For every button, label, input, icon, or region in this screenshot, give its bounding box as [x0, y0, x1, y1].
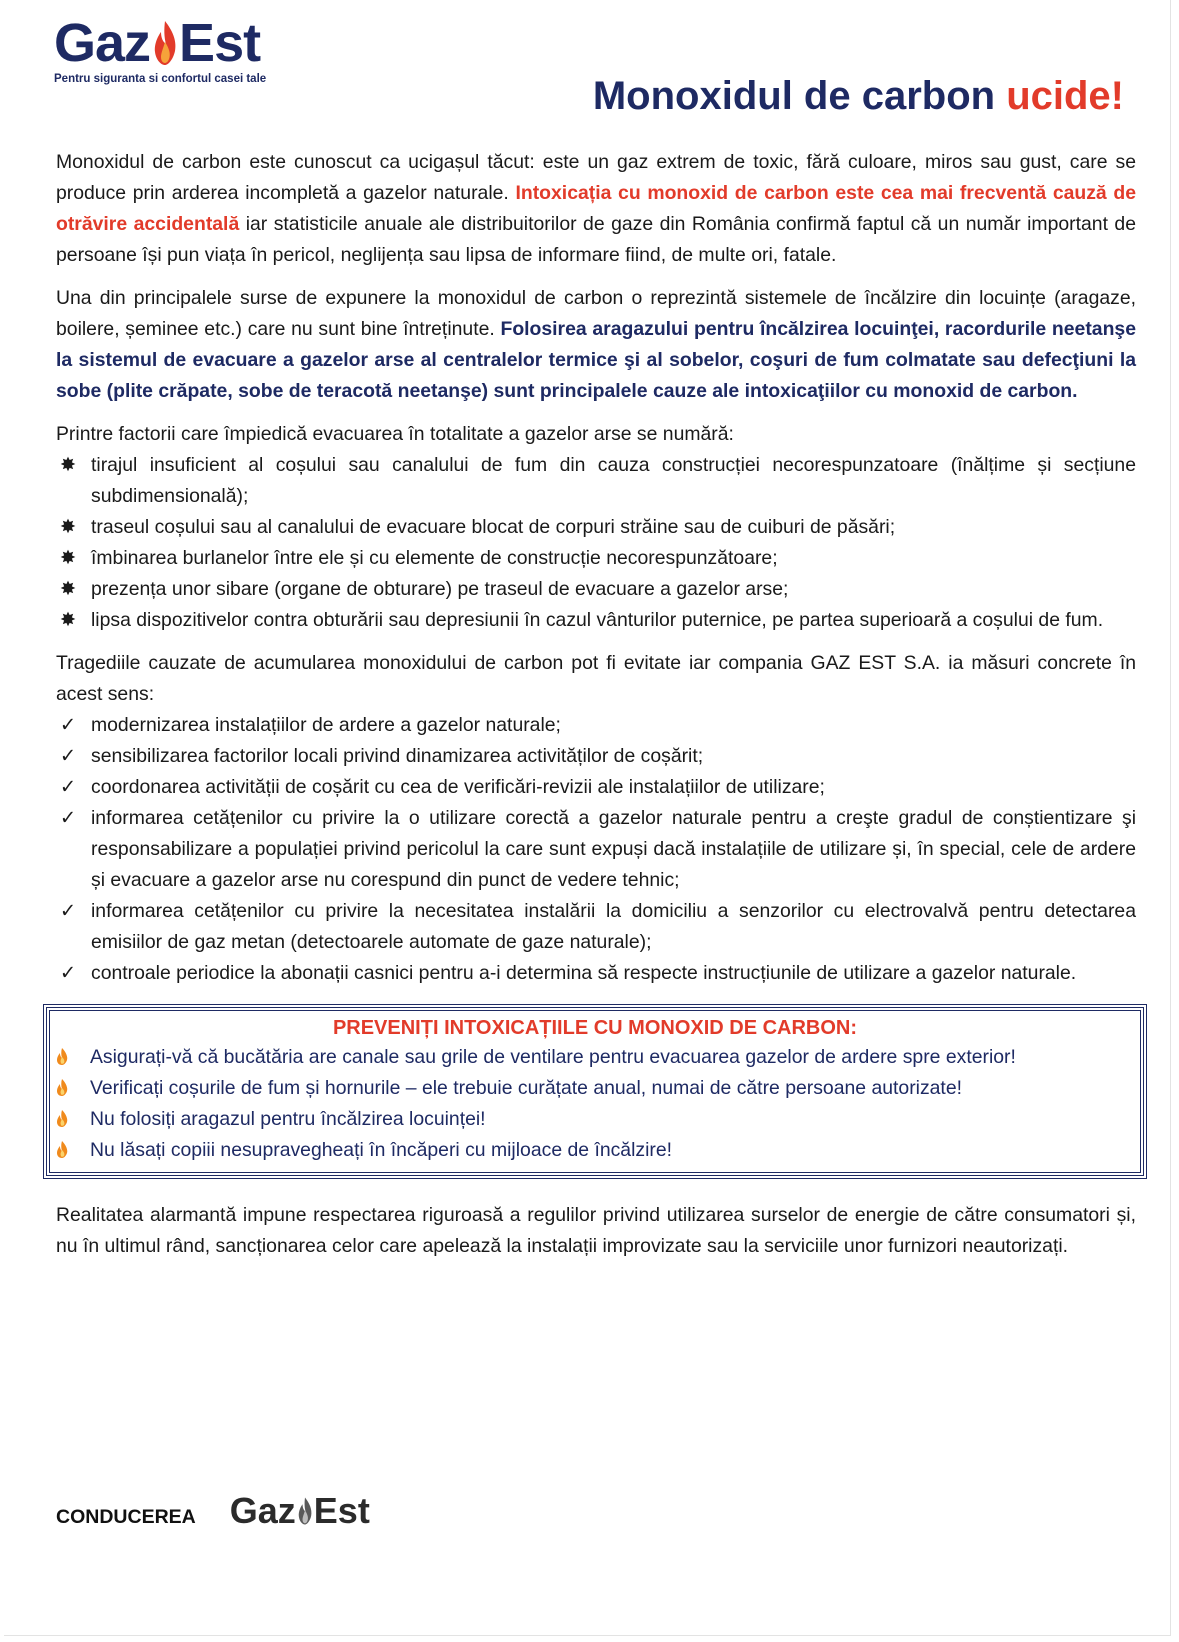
factors-intro: Printre factorii care împiedică evacuarea în totalitate a gazelor arse se numără:	[56, 423, 734, 445]
flyer-page	[4, 0, 1171, 1636]
sources-text: Una din principalele surse de expunere la monoxidul de carbon o reprezintă sistemele de încălzire din locuințe (aragaze, boilere, șeminee etc.) care nu sunt bine întreținute.	[56, 287, 1136, 340]
prevention-list	[90, 1042, 1130, 1166]
list-item-text: prezența unor sibare (organe de obturare) pe traseul de evacuare a gazelor arse;	[91, 578, 789, 600]
list-item	[56, 543, 1136, 574]
list-item	[56, 605, 1136, 636]
asterisk-icon: ✸	[59, 516, 77, 538]
list-item	[90, 1104, 1130, 1135]
title-accent: ucide!	[1006, 74, 1124, 118]
list-item	[90, 1073, 1130, 1104]
list-item-text: Verificați coșurile de fum și hornurile – ele trebuie curățate anual, numai de către persoane autorizate!	[90, 1077, 962, 1099]
footer-logo	[229, 1489, 370, 1531]
logo-text-est: Est	[179, 13, 261, 73]
checkmark-icon: ✓	[59, 807, 77, 829]
asterisk-icon: ✸	[59, 578, 77, 600]
intro-highlight: Intoxicația cu monoxid de carbon este cea mai frecventă cauză de otrăvire accidentală	[56, 182, 1136, 235]
list-item	[56, 958, 1136, 989]
list-item	[56, 710, 1136, 741]
list-item-text: sensibilizarea factorilor locali privind dinamizarea activităților de coșărit;	[91, 745, 704, 767]
prevention-title: PREVENIȚI INTOXICAȚIILE CU MONOXID DE CARBON:	[332, 1017, 858, 1039]
closing-paragraph: Realitatea alarmantă impune respectarea riguroasă a regulilor privind utilizarea surselor de energie de către consumatori și, nu în ultimul rând, sancționarea celor care apelează la instalații improvizate sau la serviciile unor furnizori neautorizați.	[56, 1204, 1136, 1257]
sources-highlight: Folosirea aragazului pentru încălzirea locuinţei, racordurile neetanşe la sistemul de evacuare a gazelor arse al centralelor termice şi al sobelor, coşuri de fum colmatate sau defecţiuni la sobe (plite crăpate, sobe de teracotă neetanşe) sunt principalele cauze ale intoxicaţiilor cu monoxid de carbon.	[56, 318, 1136, 402]
list-item	[56, 772, 1136, 803]
list-item-text: coordonarea activității de coșărit cu cea de verificări-revizii ale instalațiilor de utilizare;	[91, 776, 825, 798]
list-item-text: Nu lăsați copiii nesupravegheați în încăperi cu mijloace de încălzire!	[90, 1139, 673, 1161]
logo-text-gaz: Gaz	[54, 13, 151, 73]
measures-list	[56, 710, 1136, 989]
logo-text-gaz: Gaz	[229, 1489, 296, 1531]
list-item	[90, 1135, 1130, 1166]
checkmark-icon: ✓	[59, 776, 77, 798]
signature-label: CONDUCEREA	[56, 1506, 196, 1528]
list-item	[90, 1042, 1130, 1073]
list-item-text: traseul coșului sau al canalului de evacuare blocat de corpuri străine sau de cuiburi de păsări;	[91, 516, 896, 538]
asterisk-icon: ✸	[59, 547, 77, 569]
flame-icon	[152, 20, 178, 66]
flame-bullet-icon	[56, 1110, 68, 1127]
list-item	[56, 512, 1136, 543]
asterisk-icon: ✸	[59, 609, 77, 631]
flame-bullet-icon	[56, 1141, 68, 1158]
list-item-text: lipsa dispozitivelor contra obturării sau depresiunii în cazul vânturilor puternice, pe partea superioară a coșului de fum.	[91, 609, 1104, 631]
flame-bullet-icon	[56, 1079, 68, 1096]
page-title	[593, 74, 1124, 119]
logo-wordmark	[54, 13, 314, 73]
flame-icon	[297, 1496, 313, 1526]
list-item-text: informarea cetățenilor cu privire la o utilizare corectă a gazelor naturale pentru a creşte gradul de conștientizare şi responsabilizare a populației privind pericolul la care sunt expuși dacă instalațiile de utilizare și, în special, cele de ardere și evacuare a gazelor arse nu corespund din punct de vedere tehnic;	[91, 807, 1136, 891]
prevention-box	[46, 1007, 1144, 1176]
checkmark-icon: ✓	[59, 900, 77, 922]
checkmark-icon: ✓	[59, 962, 77, 984]
list-item	[56, 741, 1136, 772]
checkmark-icon: ✓	[59, 745, 77, 767]
list-item-text: modernizarea instalațiilor de ardere a gazelor naturale;	[91, 714, 561, 736]
sources-paragraph	[56, 283, 1136, 407]
gazest-logo	[54, 13, 314, 85]
list-item-text: Nu folosiți aragazul pentru încălzirea locuinței!	[90, 1108, 486, 1130]
flame-bullet-icon	[56, 1048, 68, 1065]
signature-block	[56, 1489, 370, 1531]
list-item	[56, 450, 1136, 512]
list-item	[56, 896, 1136, 958]
checkmark-icon: ✓	[59, 714, 77, 736]
list-item	[56, 574, 1136, 605]
intro-paragraph	[56, 147, 1136, 271]
factors-list	[56, 450, 1136, 636]
list-item-text: tirajul insuficient al coșului sau canalului de fum din cauza construcției necorespunzatoare (înălțime și secțiune subdimensională);	[91, 454, 1136, 507]
list-item-text: informarea cetățenilor cu privire la necesitatea instalării la domiciliu a senzorilor cu electrovalvă pentru detectarea emisiilor de gaz metan (detectoarele automate de gaze naturale);	[91, 900, 1136, 953]
list-item-text: Asigurați-vă că bucătăria are canale sau grile de ventilare pentru evacuarea gazelor de ardere spre exterior!	[90, 1046, 1016, 1068]
list-item-text: controale periodice la abonații casnici pentru a-i determina să respecte instrucțiunile de utilizare a gazelor naturale.	[91, 962, 1077, 984]
measures-intro: Tragediile cauzate de acumularea monoxidului de carbon pot fi evitate iar compania GAZ EST S.A. ia măsuri concrete în acest sens:	[56, 652, 1136, 705]
logo-tagline: Pentru siguranta si confortul casei tale	[54, 73, 267, 85]
intro-text-b: iar statisticile anuale ale distribuitorilor de gaze din România confirmă faptul că un număr important de persoane își pun viața în pericol, neglijența sau lipsa de informare fiind, de multe ori, fatale.	[56, 213, 1136, 266]
logo-text-est: Est	[313, 1489, 370, 1531]
list-item-text: îmbinarea burlanelor între ele și cu elemente de construcție necorespunzătoare;	[91, 547, 778, 569]
asterisk-icon: ✸	[59, 454, 77, 476]
document-body	[56, 147, 1136, 1262]
list-item	[56, 803, 1136, 896]
title-main: Monoxidul de carbon	[592, 74, 996, 118]
intro-text-a: Monoxidul de carbon este cunoscut ca ucigașul tăcut: este un gaz extrem de toxic, fără culoare, miros sau gust, care se produce prin arderea incompletă a gazelor naturale.	[56, 151, 1136, 204]
